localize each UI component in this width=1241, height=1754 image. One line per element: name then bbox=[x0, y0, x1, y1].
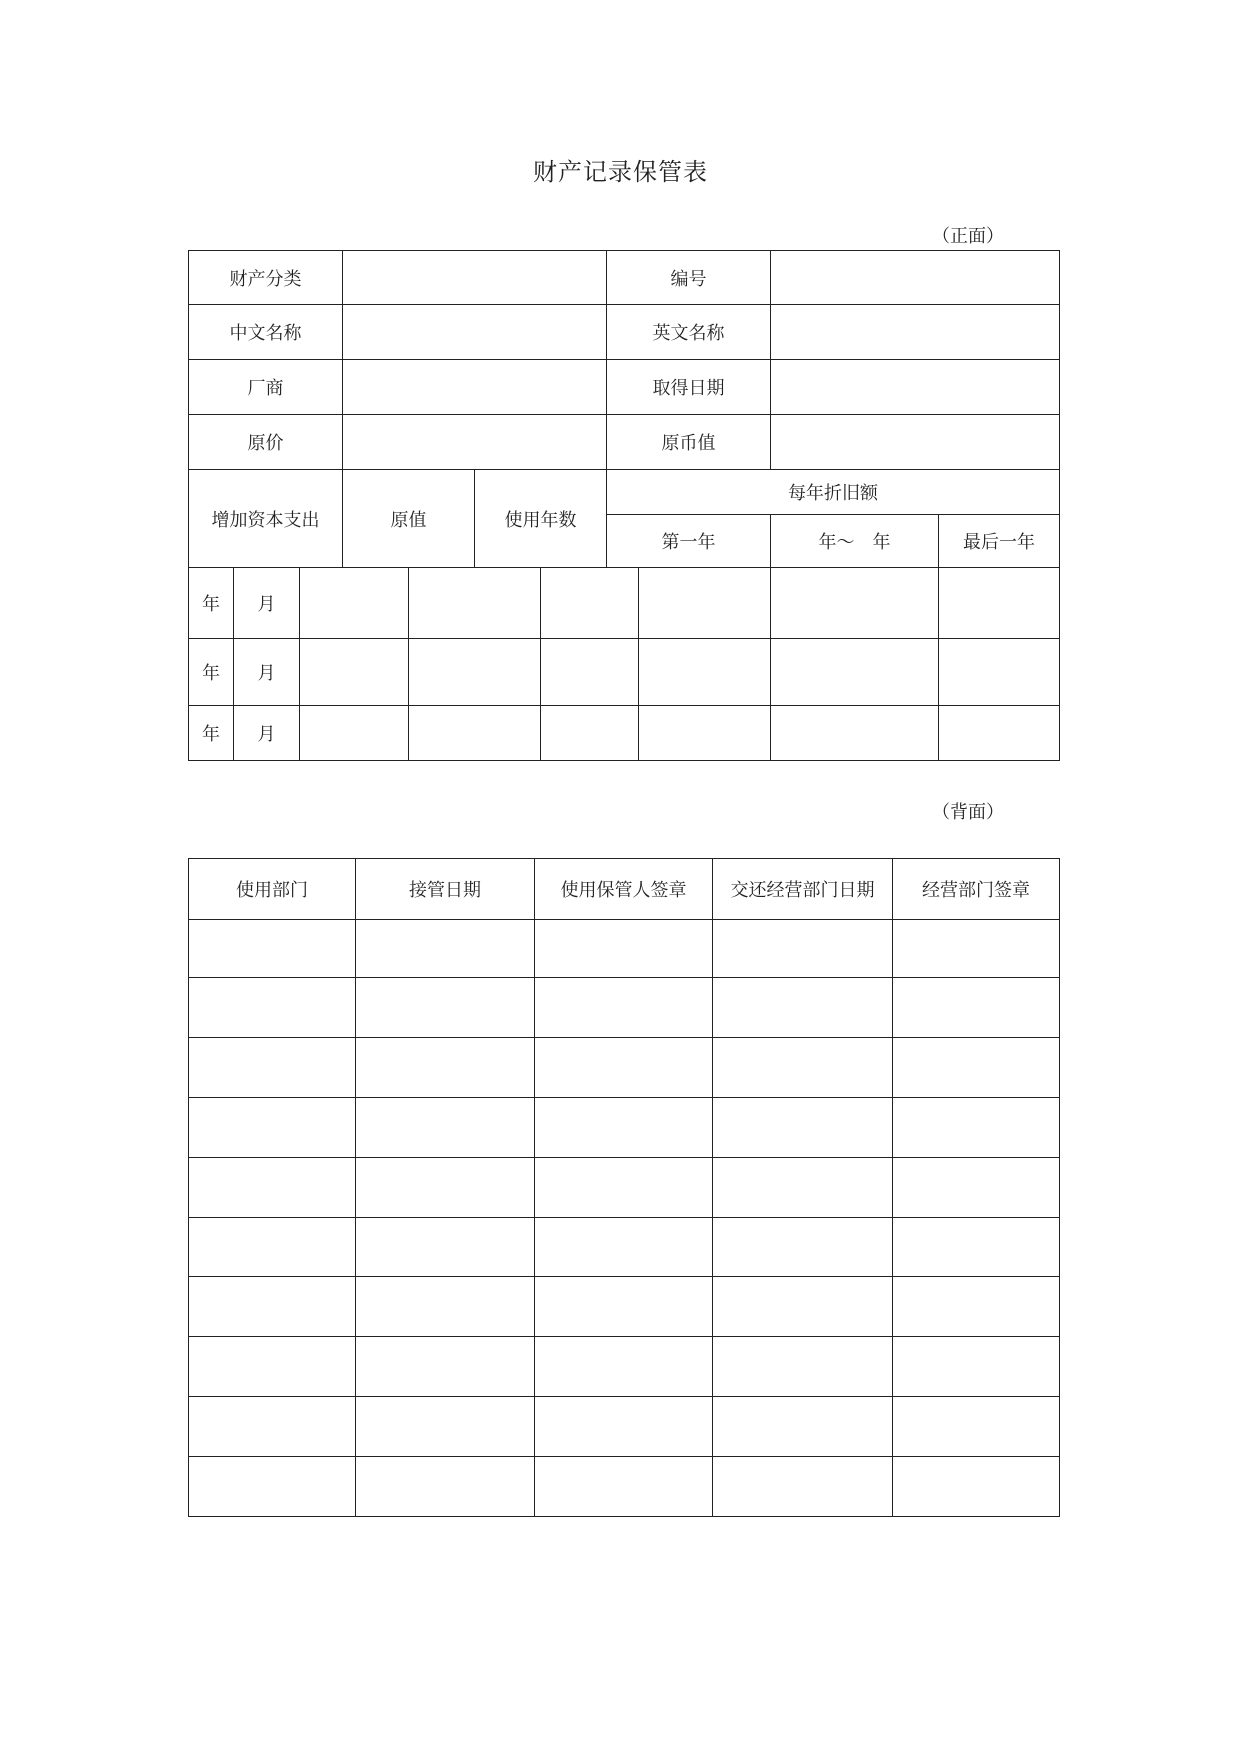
table-row bbox=[189, 920, 1060, 978]
entry-cell[interactable] bbox=[356, 978, 535, 1038]
entry-cell[interactable] bbox=[189, 1158, 356, 1218]
entry-cell[interactable] bbox=[893, 1098, 1060, 1158]
entry-cell[interactable] bbox=[713, 1218, 893, 1277]
back-side-label: （背面） bbox=[932, 802, 1004, 823]
entry-cell[interactable] bbox=[535, 978, 713, 1038]
entry-cell[interactable] bbox=[189, 1098, 356, 1158]
original-currency-value-field[interactable] bbox=[771, 415, 1060, 470]
entry-cell[interactable] bbox=[893, 1158, 1060, 1218]
entry-cell[interactable] bbox=[300, 639, 409, 706]
header-custodian-signature: 使用保管人签章 bbox=[535, 859, 713, 920]
entry-cell[interactable] bbox=[535, 1098, 713, 1158]
acquisition-date-field[interactable] bbox=[771, 360, 1060, 415]
entry-cell[interactable] bbox=[356, 1098, 535, 1158]
english-name-field[interactable] bbox=[771, 305, 1060, 360]
entry-cell[interactable] bbox=[356, 1457, 535, 1517]
entry-cell[interactable] bbox=[541, 639, 639, 706]
table-row bbox=[189, 1397, 1060, 1457]
table-row bbox=[189, 1277, 1060, 1337]
entry-cell[interactable] bbox=[356, 1397, 535, 1457]
entry-cell[interactable] bbox=[713, 1457, 893, 1517]
entry-cell[interactable] bbox=[771, 568, 939, 639]
entry-cell[interactable] bbox=[893, 1277, 1060, 1337]
added-capital-expenditure-header: 增加资本支出 bbox=[189, 470, 343, 568]
serial-number-field[interactable] bbox=[771, 251, 1060, 305]
acquisition-date-label: 取得日期 bbox=[607, 360, 771, 415]
entry-cell[interactable] bbox=[409, 706, 541, 761]
entry-cell[interactable] bbox=[535, 1397, 713, 1457]
chinese-name-field[interactable] bbox=[343, 305, 607, 360]
table-row bbox=[189, 1457, 1060, 1517]
back-table bbox=[188, 858, 1060, 1517]
month-cell: 月 bbox=[234, 639, 300, 706]
entry-cell[interactable] bbox=[713, 1038, 893, 1098]
table-row bbox=[189, 706, 1060, 761]
annual-depreciation-header: 每年折旧额 bbox=[607, 470, 1060, 515]
entry-cell[interactable] bbox=[409, 639, 541, 706]
entry-cell[interactable] bbox=[893, 1218, 1060, 1277]
entry-cell[interactable] bbox=[356, 1158, 535, 1218]
entry-cell[interactable] bbox=[189, 1218, 356, 1277]
original-currency-value-label: 原币值 bbox=[607, 415, 771, 470]
entry-cell[interactable] bbox=[356, 1038, 535, 1098]
entry-cell[interactable] bbox=[535, 1337, 713, 1397]
table-row bbox=[189, 1038, 1060, 1098]
entry-cell[interactable] bbox=[893, 920, 1060, 978]
original-price-field[interactable] bbox=[343, 415, 607, 470]
entry-cell[interactable] bbox=[541, 568, 639, 639]
entry-cell[interactable] bbox=[535, 1038, 713, 1098]
manufacturer-label: 厂商 bbox=[189, 360, 343, 415]
manufacturer-field[interactable] bbox=[343, 360, 607, 415]
entry-cell[interactable] bbox=[535, 1218, 713, 1277]
year-range-header: 年～ 年 bbox=[771, 515, 939, 568]
entry-cell[interactable] bbox=[356, 1337, 535, 1397]
entry-cell[interactable] bbox=[300, 568, 409, 639]
table-row bbox=[189, 639, 1060, 706]
front-table bbox=[188, 250, 1060, 761]
entry-cell[interactable] bbox=[356, 1218, 535, 1277]
entry-cell[interactable] bbox=[639, 639, 771, 706]
entry-cell[interactable] bbox=[535, 1158, 713, 1218]
entry-cell[interactable] bbox=[713, 1337, 893, 1397]
header-using-department: 使用部门 bbox=[189, 859, 356, 920]
property-category-label: 财产分类 bbox=[189, 251, 343, 305]
entry-cell[interactable] bbox=[893, 1337, 1060, 1397]
table-row bbox=[189, 1337, 1060, 1397]
entry-cell[interactable] bbox=[893, 1038, 1060, 1098]
entry-cell[interactable] bbox=[713, 1098, 893, 1158]
entry-cell[interactable] bbox=[713, 920, 893, 978]
last-year-header: 最后一年 bbox=[939, 515, 1060, 568]
entry-cell[interactable] bbox=[893, 1397, 1060, 1457]
original-price-label: 原价 bbox=[189, 415, 343, 470]
serial-number-label: 编号 bbox=[607, 251, 771, 305]
entry-cell[interactable] bbox=[356, 920, 535, 978]
chinese-name-label: 中文名称 bbox=[189, 305, 343, 360]
month-cell: 月 bbox=[234, 706, 300, 761]
header-return-date: 交还经营部门日期 bbox=[713, 859, 893, 920]
useful-years-header: 使用年数 bbox=[475, 470, 607, 568]
header-takeover-date: 接管日期 bbox=[356, 859, 535, 920]
entry-cell[interactable] bbox=[771, 639, 939, 706]
table-row bbox=[189, 1218, 1060, 1277]
entry-cell[interactable] bbox=[189, 1457, 356, 1517]
entry-cell[interactable] bbox=[535, 1277, 713, 1337]
property-category-field[interactable] bbox=[343, 251, 607, 305]
entry-cell[interactable] bbox=[535, 920, 713, 978]
entry-cell[interactable] bbox=[189, 1337, 356, 1397]
front-side-label: （正面） bbox=[932, 226, 1004, 247]
entry-cell[interactable] bbox=[713, 1397, 893, 1457]
entry-cell[interactable] bbox=[189, 1038, 356, 1098]
entry-cell[interactable] bbox=[189, 1397, 356, 1457]
year-cell: 年 bbox=[189, 568, 234, 639]
entry-cell[interactable] bbox=[713, 1277, 893, 1337]
entry-cell[interactable] bbox=[541, 706, 639, 761]
entry-cell[interactable] bbox=[409, 568, 541, 639]
entry-cell[interactable] bbox=[939, 639, 1060, 706]
table-row bbox=[189, 978, 1060, 1038]
entry-cell[interactable] bbox=[893, 978, 1060, 1038]
table-row bbox=[189, 1158, 1060, 1218]
english-name-label: 英文名称 bbox=[607, 305, 771, 360]
entry-cell[interactable] bbox=[189, 920, 356, 978]
entry-cell[interactable] bbox=[639, 568, 771, 639]
original-value-header: 原值 bbox=[343, 470, 475, 568]
entry-cell[interactable] bbox=[189, 978, 356, 1038]
year-cell: 年 bbox=[189, 706, 234, 761]
entry-cell[interactable] bbox=[713, 978, 893, 1038]
entry-cell[interactable] bbox=[535, 1457, 713, 1517]
header-department-signature: 经营部门签章 bbox=[893, 859, 1060, 920]
entry-cell[interactable] bbox=[300, 706, 409, 761]
table-row bbox=[189, 568, 1060, 639]
entry-cell[interactable] bbox=[939, 568, 1060, 639]
entry-cell[interactable] bbox=[893, 1457, 1060, 1517]
table-row bbox=[189, 1098, 1060, 1158]
entry-cell[interactable] bbox=[639, 706, 771, 761]
entry-cell[interactable] bbox=[713, 1158, 893, 1218]
document-title: 财产记录保管表 bbox=[533, 158, 708, 186]
month-cell: 月 bbox=[234, 568, 300, 639]
entry-cell[interactable] bbox=[356, 1277, 535, 1337]
year-cell: 年 bbox=[189, 639, 234, 706]
first-year-header: 第一年 bbox=[607, 515, 771, 568]
entry-cell[interactable] bbox=[771, 706, 939, 761]
entry-cell[interactable] bbox=[939, 706, 1060, 761]
entry-cell[interactable] bbox=[189, 1277, 356, 1337]
